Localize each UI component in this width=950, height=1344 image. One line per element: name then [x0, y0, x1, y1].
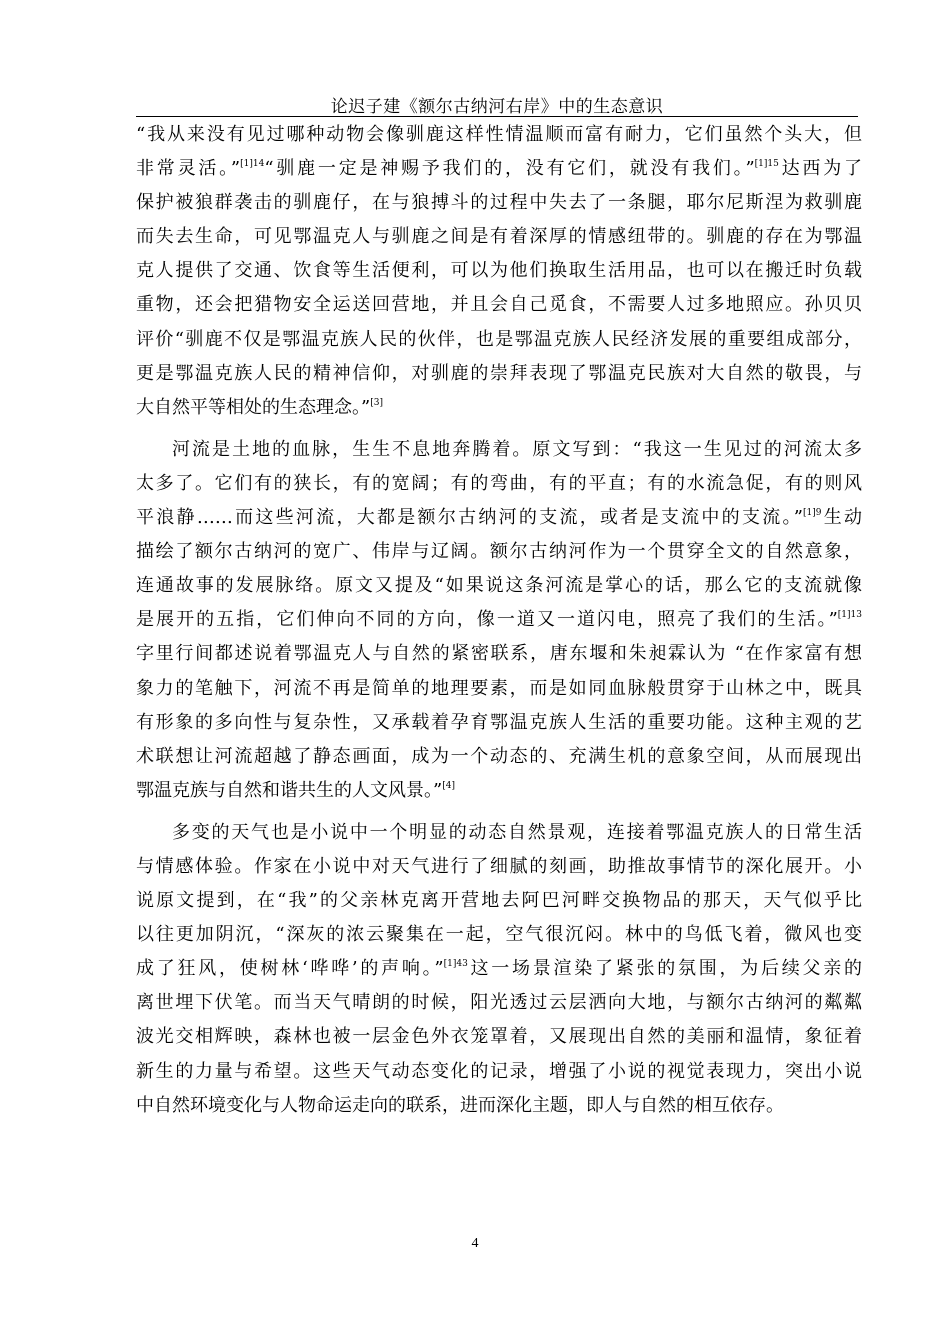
text-line — [136, 740, 862, 774]
text-segment: 生动 — [821, 507, 863, 529]
citation-ref: [3] — [370, 397, 383, 408]
citation-ref: [4] — [442, 780, 455, 791]
text-segment: 离世埋下伏笔。而当天气晴朗的时候，阳光透过云层洒向大地，与额尔古纳河的粼粼 — [136, 992, 862, 1014]
text-segment: 保护被狼群袭击的驯鹿仔，在与狼搏斗的过程中失去了一条腿，耶尔尼斯涅为救驯鹿 — [136, 192, 862, 214]
text-line — [136, 884, 862, 918]
text-segment: 连通故事的发展脉络。原文又提及“如果说这条河流是掌心的话，那么它的支流就像 — [136, 575, 862, 597]
text-segment: 达西为了 — [778, 158, 863, 180]
text-line — [136, 535, 862, 569]
paragraph — [136, 433, 862, 808]
text-line — [136, 706, 862, 740]
text-line — [136, 391, 862, 425]
text-segment: 中自然环境变化与人物命运走向的联系，进而深化主题，即人与自然的相互依存。 — [136, 1094, 784, 1116]
text-segment: 更是鄂温克族人民的精神信仰，对驯鹿的崇拜表现了鄂温克民族对大自然的敬畏，与 — [136, 362, 862, 384]
text-segment: 术联想让河流超越了静态画面，成为一个动态的、充满生机的意象空间，从而展现出 — [136, 745, 862, 767]
page-number: 4 — [471, 1236, 479, 1251]
text-segment: 与情感体验。作家在小说中对天气进行了细腻的刻画，助推故事情节的深化展开。小 — [136, 855, 862, 877]
text-line — [136, 433, 862, 467]
paragraph — [136, 816, 862, 1123]
text-line — [136, 357, 862, 391]
text-segment: 新生的力量与希望。这些天气动态变化的记录，增强了小说的视觉表现力，突出小说 — [136, 1060, 862, 1082]
text-segment: 象力的笔触下，河流不再是简单的地理要素，而是如同血脉般贯穿于山林之中，既具 — [136, 677, 862, 699]
text-segment: 重物，还会把猎物安全运送回营地，并且会自己觅食，不需要人过多地照应。孙贝贝 — [136, 294, 862, 316]
text-segment: 多变的天气也是小说中一个明显的动态自然景观，连接着鄂温克族人的日常生活 — [172, 821, 862, 843]
text-segment: 克人提供了交通、饮食等生活便利，可以为他们换取生活用品，也可以在搬迁时负载 — [136, 260, 862, 282]
text-segment: 是展开的五指，它们伸向不同的方向，像一道又一道闪电，照亮了我们的生活。” — [136, 609, 838, 631]
text-line — [136, 672, 862, 706]
text-line — [136, 152, 862, 186]
text-segment: 以往更加阴沉，“深灰的浓云聚集在一起，空气很沉闷。林中的鸟低飞着，微风也变 — [136, 924, 862, 946]
text-segment: 而失去生命，可见鄂温克人与驯鹿之间是有着深厚的情感纽带的。驯鹿的存在为鄂温 — [136, 226, 862, 248]
text-line — [136, 288, 862, 322]
header-title: 论迟子建《额尔古纳河右岸》中的生态意识 — [330, 97, 664, 117]
text-segment: 大自然平等相处的生态理念。” — [136, 396, 371, 418]
text-segment: 评价“驯鹿不仅是鄂温克族人民的伙伴，也是鄂温克族人民经济发展的重要组成部分， — [136, 328, 862, 350]
text-segment: 字里行间都述说着鄂温克人与自然的紧密联系，唐东堰和朱昶霖认为 “在作家富有想 — [136, 643, 862, 665]
text-segment: 平浪静……而这些河流，大都是额尔古纳河的支流，或者是支流中的支流。” — [136, 507, 803, 529]
text-segment: 太多了。它们有的狭长，有的宽阔；有的弯曲，有的平直；有的水流急促，有的则风 — [136, 472, 862, 494]
text-line — [136, 1055, 862, 1089]
text-segment: 河流是土地的血脉，生生不息地奔腾着。原文写到：“我这一生见过的河流太多 — [172, 438, 862, 460]
text-line — [136, 118, 862, 152]
citation-ref: [1]13 — [837, 610, 862, 621]
text-line — [136, 569, 862, 603]
text-segment: 这一场景渲染了紧张的氛围，为后续父亲的 — [467, 958, 863, 980]
text-segment: 非常灵活。” — [136, 158, 241, 180]
text-segment: 鄂温克族与自然和谐共生的人文风景。” — [136, 779, 443, 801]
text-line — [136, 952, 862, 986]
text-segment: 成了狂风，使树林‘哗哗’的声响。” — [136, 958, 444, 980]
paragraph — [136, 118, 862, 425]
citation-ref: [1]9 — [802, 508, 822, 519]
text-segment: 说原文提到，在“我”的父亲林克离开营地去阿巴河畔交换物品的那天，天气似乎比 — [136, 890, 862, 912]
text-line — [136, 918, 862, 952]
body-text — [136, 118, 862, 1123]
running-header — [136, 88, 858, 117]
text-segment: 有形象的多向性与复杂性，又承载着孕育鄂温克族人生活的重要功能。这种主观的艺 — [136, 711, 862, 733]
text-line — [136, 1089, 862, 1123]
text-line — [136, 323, 862, 357]
text-segment: “我从来没有见过哪种动物会像驯鹿这样性情温顺而富有耐力，它们虽然个头大，但 — [136, 124, 862, 145]
text-line — [136, 220, 862, 254]
text-line — [136, 254, 862, 288]
citation-ref: [1]14 — [240, 159, 265, 170]
text-line — [136, 501, 862, 535]
citation-ref: [1]43 — [443, 959, 468, 970]
text-segment: 描绘了额尔古纳河的宽广、伟岸与辽阔。额尔古纳河作为一个贯穿全文的自然意象， — [136, 541, 862, 563]
text-line — [136, 186, 862, 220]
text-line — [136, 850, 862, 884]
text-line — [136, 1020, 862, 1054]
text-line — [136, 467, 862, 501]
text-segment: 波光交相辉映，森林也被一层金色外衣笼罩着，又展现出自然的美丽和温情，象征着 — [136, 1026, 862, 1048]
citation-ref: [1]15 — [754, 159, 779, 170]
text-line — [136, 637, 862, 671]
text-line — [136, 986, 862, 1020]
text-line — [136, 603, 862, 637]
text-segment: “驯鹿一定是神赐予我们的，没有它们，就没有我们。” — [264, 158, 755, 180]
text-line — [136, 774, 862, 808]
text-line — [136, 816, 862, 850]
